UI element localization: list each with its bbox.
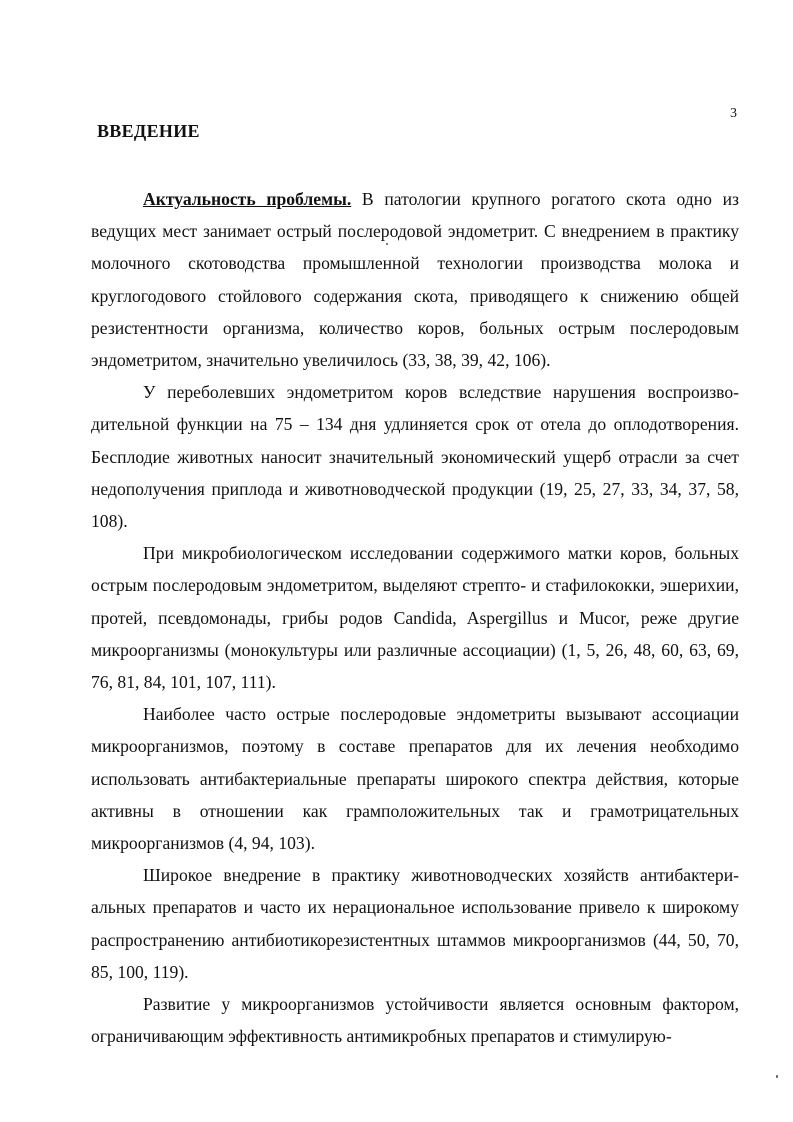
page-title: ВВЕДЕНИЕ	[97, 121, 200, 141]
scan-speck	[386, 243, 388, 245]
paragraph-infertility: У переболевших эндометритом коров вследствие нарушения воспроизводительной функции на 75 – 134 дня удлиняется срок от отела до оплодотворения. Бесплодие животных наносит значительный экономический ущерб отрасли за счет недополучения приплода и животноводческой продукции (19, 25, 27, 33, 34, 37, 58, 108).	[91, 382, 739, 532]
paragraph-relevance	[91, 183, 739, 376]
page-number: 3	[730, 106, 737, 121]
paragraph-resistance-factor: Развитие у микроорганизмов устойчивости является основным фактором, ограничивающим эффективность антимикробных препаратов и стимулирую-	[91, 994, 739, 1047]
paragraph-lead-heading: Актуальность проблемы.	[143, 189, 352, 209]
paragraph-resistance-spread: Широкое внедрение в практику животноводческих хозяйств антибактериальных препаратов и часто их нерациональное использование привело к широкому распространению антибиотикорезистентных штаммов микроорганизмов (44, 50, 70, 85, 100, 119).	[91, 865, 739, 982]
paragraph-text: В патологии крупного рогатого скота одно из ведущих мест занимает острый послеродовой эндометрит. С внедрением в практику молочного скотоводства промышленной технологии производства молока и круглогодового стойлового содержания скота, приводящего к снижению общей резистентности организма, количество коров, больных острым послеродовым эндометритом, значительно увеличилось (33, 38, 39, 42, 106).	[91, 189, 739, 371]
scan-speck	[776, 1075, 778, 1078]
paragraph-associations: Наиболее часто острые послеродовые эндометриты вызывают ассоциации микроорганизмов, поэтому в составе препаратов для их лечения необходимо использовать антибактериальные препараты широкого спектра действия, которые активны в отношении как грамположительных так и грамотрицательных микроорганизмов (4, 94, 103).	[91, 704, 739, 854]
paragraph-microbiology: При микробиологическом исследовании содержимого матки коров, больных острым послеродовым эндометритом, выделяют стрепто- и стафилококки, эшерихии, протей, псевдомонады, грибы родов Candida, Aspergillus и Mucor, реже другие микроорганизмы (монокультуры или различные ассоциации) (1, 5, 26, 48, 60, 63, 69, 76, 81, 84, 101, 107, 111).	[91, 543, 739, 693]
body-text	[91, 183, 739, 1052]
